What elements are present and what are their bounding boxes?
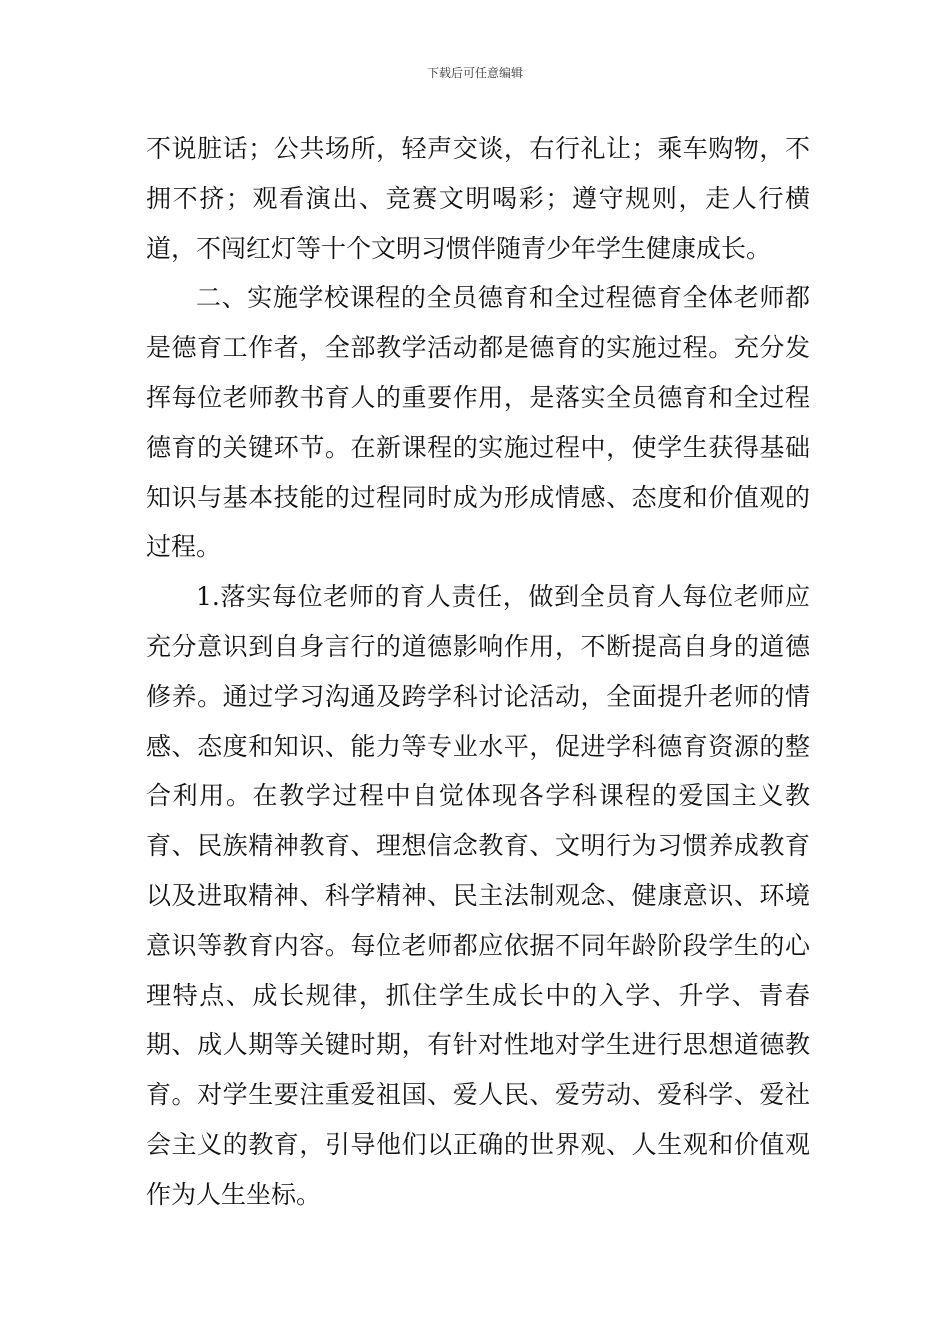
paragraph-continuation: 不说脏话；公共场所，轻声交谈，右行礼让；乘车购物，不拥不挤；观看演出、竞赛文明喝彩；遵守规则，走人行横道，不闯红灯等十个文明习惯伴随青少年学生健康成长。 xyxy=(146,134,810,263)
header-note: 下载后可任意编辑 xyxy=(426,66,523,80)
paragraph-section-two: 二、实施学校课程的全员德育和全过程德育全体老师都是德育工作者，全部教学活动都是德育的实施过程。充分发挥每位老师教书育人的重要作用，是落实全员德育和全过程德育的关键环节。在新课程的实施过程中，使学生获得基础知识与基本技能的过程同时成为形成情感、态度和价值观的过程。 xyxy=(146,283,810,562)
paragraph-item-one: 1.落实每位老师的育人责任，做到全员育人每位老师应充分意识到自身言行的道德影响作用，不断提高自身的道德修养。通过学习沟通及跨学科讨论活动，全面提升老师的情感、态度和知识、能力等专业水平，促进学科德育资源的整合利用。在教学过程中自觉体现各学科课程的爱国主义教育、民族精神教育、理想信念教育、文明行为习惯养成教育以及进取精神、科学精神、民主法制观念、健康意识、环境意识等教育内容。每位老师都应依据不同年龄阶段学生的心理特点、成长规律，抓住学生成长中的入学、升学、青春期、成人期等关键时期，有针对性地对学生进行思想道德教育。对学生要注重爱祖国、爱人民、爱劳动、爱科学、爱社会主义的教育，引导他们以正确的世界观、人生观和价值观作为人生坐标。 xyxy=(146,582,810,1209)
document-body xyxy=(146,124,810,1220)
